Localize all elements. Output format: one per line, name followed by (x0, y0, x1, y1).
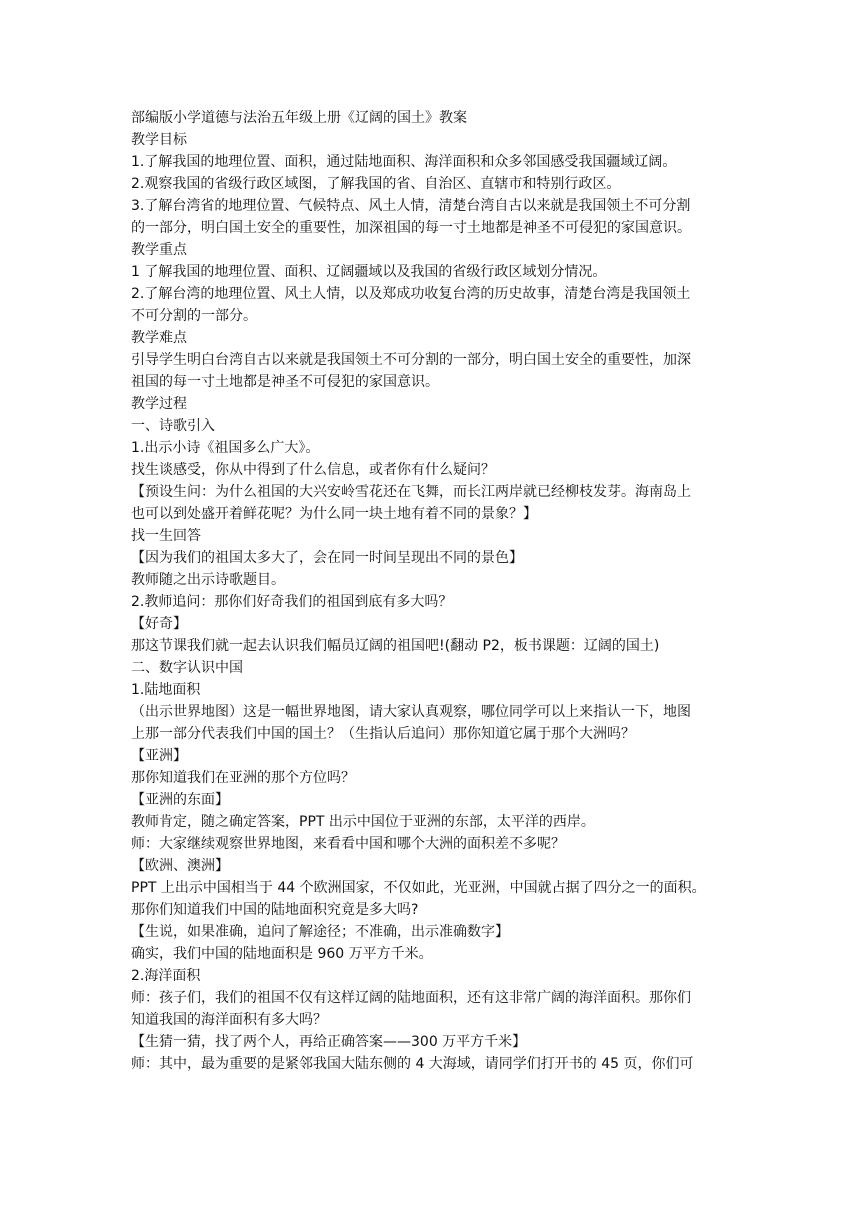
text-line: 祖国的每一寸土地都是神圣不可侵犯的家国意识。 (131, 374, 439, 390)
text-line: 也可以到处盛开着鲜花呢？为什么同一块土地有着不同的景象？】 (131, 506, 537, 522)
text-line: 3.了解台湾省的地理位置、气候特点、风土人情，清楚台湾自古以来就是我国领土不可分割 (131, 198, 691, 214)
text-line: 2.教师追问：那你们好奇我们的祖国到底有多大吗？ (131, 594, 453, 610)
text-line: 1.出示小诗《祖国多么广大》。 (131, 440, 320, 456)
text-line: 那你知道我们在亚洲的那个方位吗？ (131, 770, 355, 786)
text-line: 找一生回答 (131, 528, 201, 544)
text-line: 教师随之出示诗歌题目。 (131, 572, 285, 588)
text-line: 找生谈感受，你从中得到了什么信息，或者你有什么疑问？ (131, 462, 495, 478)
text-line: 那你们知道我们中国的陆地面积究竟是多大吗? (131, 902, 419, 918)
text-line: 师：其中，最为重要的是紧邻我国大陆东侧的 4 大海域，请同学们打开书的 45 页，你们可 (131, 1056, 694, 1072)
text-line: 【因为我们的祖国太多大了，会在同一时间呈现出不同的景色】 (131, 550, 523, 566)
text-line: 引导学生明白台湾自古以来就是我国领土不可分割的一部分，明白国土安全的重要性，加深 (131, 352, 691, 368)
text-line: 1 了解我国的地理位置、面积、辽阔疆域以及我国的省级行政区域划分情况。 (131, 264, 607, 280)
text-line: 2.观察我国的省级行政区域图，了解我国的省、自治区、直辖市和特别行政区。 (131, 176, 621, 192)
text-line: 【亚洲】 (131, 748, 187, 764)
text-line: 【欧洲、澳洲】 (131, 858, 229, 874)
text-line: 1.了解我国的地理位置、面积，通过陆地面积、海洋面积和众多邻国感受我国疆域辽阔。 (131, 154, 677, 170)
text-line: 【生猜一猜，找了两个人，再给正确答案——300 万平方千米】 (131, 1034, 527, 1050)
text-line: 教学过程 (131, 396, 187, 412)
text-line: 教学难点 (131, 330, 187, 346)
text-line: 教学目标 (131, 132, 187, 148)
text-line: 师：大家继续观察世界地图，来看看中国和哪个大洲的面积差不多呢？ (131, 836, 565, 852)
text-line: 二、数字认识中国 (131, 660, 243, 676)
text-line: 师：孩子们，我们的祖国不仅有这样辽阔的陆地面积，还有这非常广阔的海洋面积。那你们 (131, 990, 691, 1006)
text-line: 教师肯定，随之确定答案，PPT 出示中国位于亚洲的东部，太平洋的西岸。 (131, 814, 595, 830)
text-line: 教学重点 (131, 242, 187, 258)
text-line: 部编版小学道德与法治五年级上册《辽阔的国土》教案 (131, 110, 467, 126)
text-line: 确实，我们中国的陆地面积是 960 万平方千米。 (131, 946, 433, 962)
text-line: （出示世界地图）这是一幅世界地图，请大家认真观察，哪位同学可以上来指认一下，地图 (131, 704, 691, 720)
text-line: 那这节课我们就一起去认识我们幅员辽阔的祖国吧!(翻动 P2，板书课题：辽阔的国土) (131, 638, 660, 654)
document-page (131, 107, 731, 1075)
text-line: 【好奇】 (131, 616, 187, 632)
text-line: 【亚洲的东面】 (131, 792, 229, 808)
text-line: 不可分割的一部分。 (131, 308, 257, 324)
text-line: 【生说，如果准确，追问了解途径；不准确，出示准确数字】 (131, 924, 509, 940)
text-line: 【预设生问：为什么祖国的大兴安岭雪花还在飞舞，而长江两岸就已经柳枝发芽。海南岛上 (131, 484, 691, 500)
text-line: 2.了解台湾的地理位置、风土人情，以及郑成功收复台湾的历史故事，清楚台湾是我国领土 (131, 286, 691, 302)
text-line: 1.陆地面积 (131, 682, 201, 698)
text-line: PPT 上出示中国相当于 44 个欧洲国家，不仅如此，光亚洲，中国就占据了四分之一的面积。 (131, 880, 706, 896)
text-line: 2.海洋面积 (131, 968, 201, 984)
text-line: 上那一部分代表我们中国的国土？（生指认后追问）那你知道它属于那个大洲吗？ (131, 726, 635, 742)
text-line: 一、诗歌引入 (131, 418, 215, 434)
text-line: 知道我国的海洋面积有多大吗？ (131, 1012, 327, 1028)
text-line: 的一部分，明白国土安全的重要性，加深祖国的每一寸土地都是神圣不可侵犯的家国意识。 (131, 220, 691, 236)
